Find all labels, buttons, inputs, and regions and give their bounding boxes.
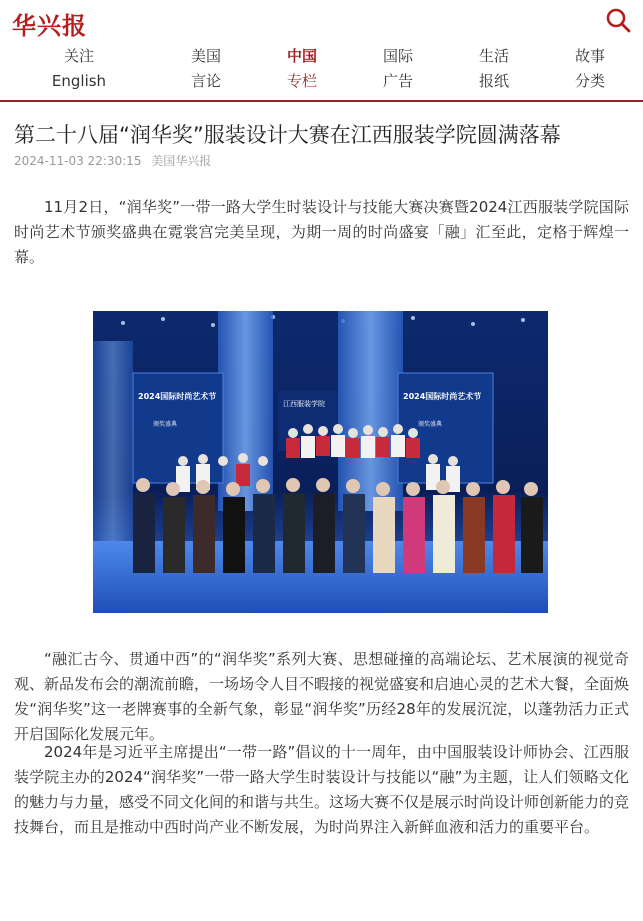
nav-item-life[interactable] [454,44,534,94]
nav-item-international[interactable] [358,44,438,94]
nav-label: 关注 [63,47,94,65]
article-meta [14,152,217,169]
nav-item-stories[interactable] [550,44,630,94]
nav-label: English [51,72,107,90]
nav-label: 生活 [478,47,509,65]
article-title: 第二十八届“润华奖”服装设计大赛在江西服装学院圆满落幕 [14,123,561,147]
top-bar [0,0,643,40]
nav-item-guanzhu[interactable] [39,44,119,94]
nav-label: 报纸 [478,72,509,90]
article-paragraph: 11月2日，“润华奖”一带一路大学生时装设计与技能大赛决赛暨2024江西服装学院国际时尚艺术节颁奖盛典在霓裳宫完美呈现，为期一周的时尚盛宴「融」汇至此，定格于辉煌一幕。 [14,198,629,266]
screen-caption-left: 颁奖盛典 [153,421,178,428]
nav-label: 广告 [382,72,413,90]
nav-label: 故事 [574,47,605,65]
screen-text-right: 2024国际时尚艺术节 [403,392,482,401]
screen-caption-right: 颁奖盛典 [418,421,443,428]
nav-label: 中国 [286,47,317,65]
nav-label: 分类 [574,72,605,90]
nav-item-usa[interactable] [166,44,246,94]
search-icon[interactable] [605,7,631,33]
nav-label: 言论 [190,72,221,90]
article-source[interactable]: 美国华兴报 [151,154,212,168]
site-logo[interactable]: 华兴报 [12,11,87,40]
main-nav [0,44,643,96]
nav-item-china[interactable] [262,44,342,94]
nav-divider [0,100,643,102]
screen-text-left: 2024国际时尚艺术节 [138,392,217,401]
nav-label: 国际 [382,47,413,65]
article-photo [93,311,548,613]
nav-label: 美国 [190,47,221,65]
article-paragraph: “融汇古今、贯通中西”的“润华奖”系列大赛、思想碰撞的高端论坛、艺术展演的视觉奇观、新品发布会的潮流前瞻，一场场令人目不暇接的视觉盛宴和启迪心灵的艺术大餐，全面焕发“润华奖”这一老牌赛事的全新气象，彰显“润华奖”历经28年的发展沉淀，以蓬勃活力正式开启国际化发展元年。 [14,650,630,743]
article-paragraph: 2024年是习近平主席提出“一带一路”倡议的十一周年，由中国服装设计师协会、江西服装学院主办的2024“润华奖”一带一路大学生时装设计与技能以“融”为主题，让人们领略文化的魅力与力量，感受不同文化间的和谐与共生。这场大赛不仅是展示时尚设计师创新能力的竞技舞台，而且是推动中西时尚产业不断发展，为时尚界注入新鲜血液和活力的重要平台。 [14,743,630,836]
screen-center-text: 江西服装学院 [283,400,325,408]
article-date: 2024-11-03 22:30:15 [14,154,142,168]
nav-label: 专栏 [286,72,317,90]
